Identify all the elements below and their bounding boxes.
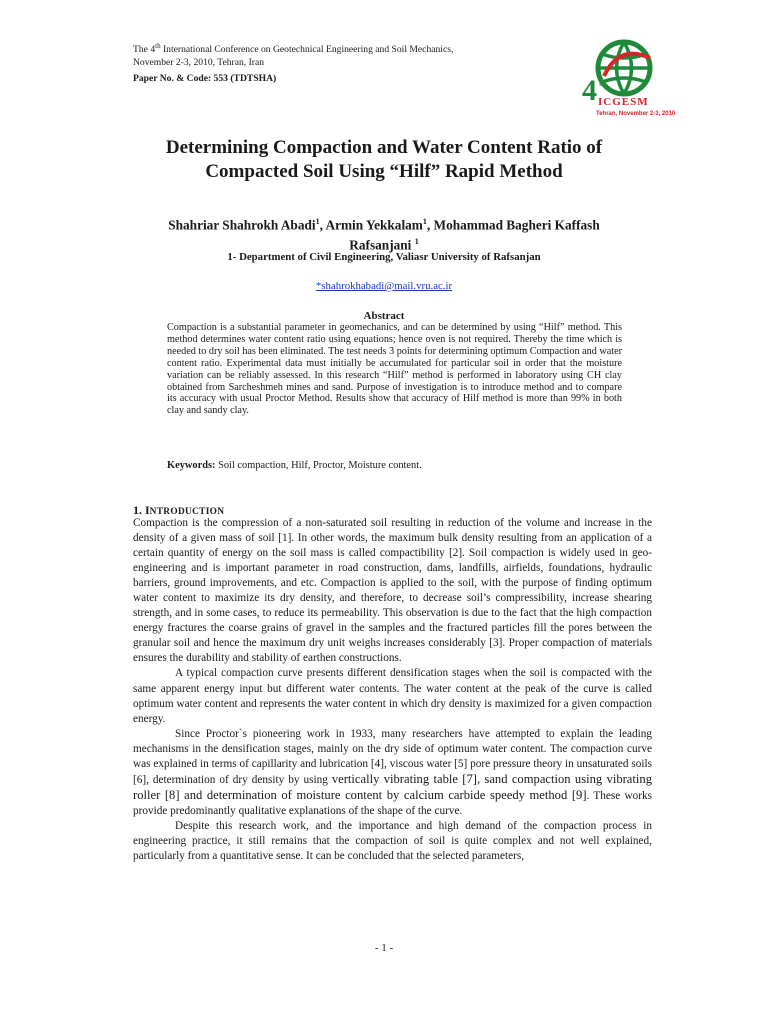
author-2: , Armin Yekkalam — [319, 217, 423, 233]
conf-prefix: The 4 — [133, 44, 156, 56]
body-text — [133, 516, 652, 864]
affiliation: 1- Department of Civil Engineering, Valiasr University of Rafsanjan — [227, 251, 541, 263]
keywords-text: Soil compaction, Hilf, Proctor, Moisture content. — [215, 460, 422, 471]
author-list — [110, 214, 658, 254]
paragraph-3-a: Since Proctor`s pioneering work in 1933, many researchers have attempted to explain the leading mechanisms in the densification stages, mainly on the dry side of optimum water content. The compaction curve was explained in terms of capillarity and lubrication [4], viscous water [5] pore pressure theory in unsaturated soils [6], determination of dry density by using — [133, 727, 652, 786]
paper-number: Paper No. & Code: 553 (TDTSHA) — [133, 73, 277, 84]
title-line-1: Determining Compaction and Water Content Ratio of — [165, 137, 603, 158]
paragraph-3-c: . These works provide predominantly qualitative explanations of the shape of the curve. — [133, 789, 652, 817]
logo-numeral: 4 — [582, 74, 597, 107]
conf-sup: th — [155, 42, 161, 50]
logo-tagline: Tehran, November 2-3, 2010 — [596, 111, 676, 117]
section-initial: I — [145, 503, 150, 517]
author-2-sup: 1 — [422, 217, 427, 226]
logo-numeral-sup: th — [599, 79, 606, 88]
author-3-sup: 1 — [414, 236, 419, 246]
globe-icon — [598, 42, 650, 94]
paragraph-3 — [133, 727, 652, 819]
conf-date: November 2-3, 2010, Tehran, Iran — [133, 56, 265, 68]
page-number: - 1 - — [374, 942, 394, 954]
email-line — [110, 280, 658, 292]
title-line-2: Compacted Soil Using “Hilf” Rapid Method — [205, 161, 563, 182]
conf-rest: International Conference on Geotechnical Engineering and Soil Mechanics, — [160, 44, 454, 56]
section-rest: NTRODUCTION — [149, 507, 225, 517]
paragraph-1: Compaction is the compression of a non-saturated soil resulting in reduction of the volume and increase in the density of a given mass of soil [1]. In other words, the maximum bulk density resulting from an application of a certain quantity of energy on the soil mass is called compactibility [2]. Soil compaction is widely used in geo-engineering and is important parameter in road construction, dams, landfills, airfields, foundations, hydraulic barriers, ground improvements, and etc. Compaction is applied to the soil, with the purpose of finding optimum water content to maximize its dry density, and therefore, to decrease soil’s compressibility, increase shearing strength, and in some cases, to reduce its permeability. This observation is due to the fact that the high compaction energy fractures the coarse grains of gravel in the samples and the fractured particles fill the pores between the granular soil and hence the maximum dry unit weighs increases considerably [3]. Proper compaction of materials ensures the durability and stability of earthen constructions. — [133, 517, 652, 665]
paragraph-3-b: vertically vibrating table [7], sand compaction using vibrating roller [8] and determination of moisture content by calcium carbide speedy method [9] — [133, 771, 652, 802]
section-number: 1. — [133, 503, 142, 517]
paragraph-4: Despite this research work, and the importance and high demand of the compaction process in engineering practice, it still remains that the compaction of soil is quite complex and not well explained, particularly from a quantitative sense. It can be concluded that the selected parameters, — [133, 819, 652, 863]
email-link[interactable]: *shahrokhabadi@mail.vru.ac.ir — [315, 280, 453, 292]
keywords-label: Keywords: — [167, 460, 216, 471]
author-1: Shahriar Shahrokh Abadi — [168, 217, 316, 233]
paper-title — [100, 136, 668, 184]
author-3: , Mohammad Bagheri Kaffash — [426, 217, 600, 233]
logo-name: ICGESM — [598, 96, 649, 108]
conference-header — [133, 40, 553, 69]
abstract-text: Compaction is a substantial parameter in geomechanics, and can be determined by using “Hilf” method. This method determines water content ratio using equations; hence oven is not required. Thereby the time which is needed to dry soil has been eliminated. The test needs 3 points for determining optimum Compaction and water content ratio. Experimental data must initially be accumulated for particular soil in order that the moisture variation can be reliably assessed. In this research “Hilf” method is performed in laboratory using CH clay obtained from Sarcheshmeh mines and sand. Purpose of investigation is to introduce method and to compare its accuracy with usual Proctor Method. Results show that accuracy of Hilf method is more than 99% in both clay and sandy clay. — [167, 322, 622, 417]
keywords-line — [167, 460, 627, 471]
author-1-sup: 1 — [315, 217, 320, 226]
abstract-heading: Abstract — [363, 310, 405, 322]
paragraph-2: A typical compaction curve presents different densification stages when the soil is compacted with the same apparent energy input but different water contents. The water content at the peak of the curve is called optimum water content and represents the water content in which dry density is maximized for a given compaction energy. — [133, 667, 652, 725]
conference-logo — [564, 36, 676, 120]
author-3-line2: Rafsanjani — [349, 237, 415, 253]
